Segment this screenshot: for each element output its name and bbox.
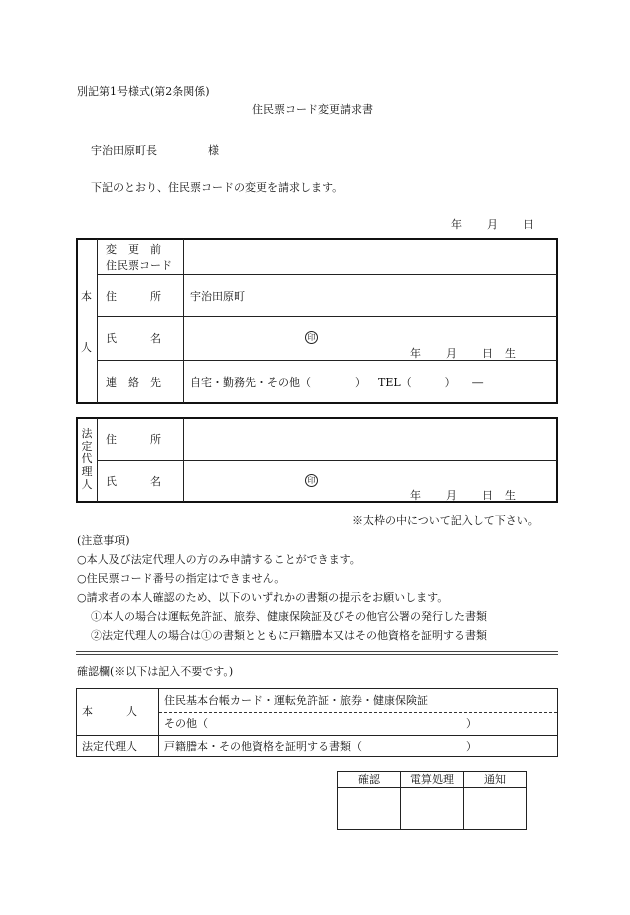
rep-birth-label: 生 xyxy=(505,489,516,502)
fill-note: ※太枠の中について記入して下さい。 xyxy=(352,514,539,527)
tel-field[interactable]: TEL（ ） ― xyxy=(378,376,484,389)
note-item: ○本人及び法定代理人の方のみ申請することができます。 xyxy=(77,553,361,566)
code-label-1: 変 更 前 xyxy=(106,243,161,256)
seal-icon: 印 xyxy=(305,331,318,344)
rep-birth-month-label: 月 xyxy=(446,489,457,502)
applicant-side-label-2: 人 xyxy=(81,341,92,354)
confirmation-heading: 確認欄(※以下は記入不要です。) xyxy=(77,665,234,678)
legal-rep-name-label: 氏 名 xyxy=(106,475,161,488)
applicant-side-label-1: 本 xyxy=(81,290,92,303)
rep-birth-day-label: 日 xyxy=(482,489,493,502)
addressee-name: 宇治田原町長 xyxy=(91,144,157,157)
notes-heading: (注意事項) xyxy=(77,534,130,547)
legal-rep-side-label: 法定代理人 xyxy=(81,427,93,491)
request-day-label: 日 xyxy=(523,218,534,231)
office-col-notice: 通知 xyxy=(484,773,506,786)
contact-options[interactable]: 自宅・勤務先・その他（ ） xyxy=(190,376,366,389)
rep-docs-close: ） xyxy=(466,740,477,753)
confirmation-self-label: 本 人 xyxy=(82,705,137,718)
legal-rep-address-label: 住 所 xyxy=(106,433,161,446)
note-item: ○住民票コード番号の指定はできません。 xyxy=(77,572,286,585)
code-field[interactable] xyxy=(185,240,556,273)
self-other-option[interactable]: その他（ xyxy=(164,717,208,730)
addressee-honorific: 様 xyxy=(208,144,219,157)
self-docs-option[interactable]: 住民基本台帳カード・運転免許証・旅券・健康保険証 xyxy=(164,694,428,707)
birth-label: 生 xyxy=(505,347,516,360)
address-label: 住 所 xyxy=(106,290,161,303)
rep-docs-option[interactable]: 戸籍謄本・その他資格を証明する書類（ xyxy=(164,740,362,753)
birth-year-label: 年 xyxy=(410,347,421,360)
birth-day-label: 日 xyxy=(482,347,493,360)
self-other-close: ） xyxy=(466,717,477,730)
note-subitem: ①本人の場合は運転免許証、旅券、健康保険証及びその他官公署の発行した書類 xyxy=(91,610,487,623)
address-value[interactable]: 宇治田原町 xyxy=(190,290,245,303)
note-item: ○請求者の本人確認のため、以下のいずれかの書類の提示をお願いします。 xyxy=(77,591,449,604)
rep-birth-year-label: 年 xyxy=(410,489,421,502)
legal-rep-seal-icon: 印 xyxy=(305,474,318,487)
request-month-label: 月 xyxy=(487,218,498,231)
form-title: 住民票コード変更請求書 xyxy=(252,103,373,116)
office-col-processing: 電算処理 xyxy=(410,773,454,786)
name-label: 氏 名 xyxy=(106,332,161,345)
request-year-label: 年 xyxy=(451,218,462,231)
contact-label: 連 絡 先 xyxy=(106,376,161,389)
form-number: 別記第1号様式(第2条関係) xyxy=(77,85,210,98)
office-col-confirm: 確認 xyxy=(358,773,380,786)
request-statement: 下記のとおり、住民票コードの変更を請求します。 xyxy=(91,181,344,194)
code-label-2: 住民票コード xyxy=(106,259,172,272)
note-subitem: ②法定代理人の場合は①の書類とともに戸籍謄本又はその他資格を証明する書類 xyxy=(91,629,487,642)
separator-line xyxy=(76,651,558,652)
confirmation-rep-label: 法定代理人 xyxy=(82,740,137,753)
birth-month-label: 月 xyxy=(446,347,457,360)
